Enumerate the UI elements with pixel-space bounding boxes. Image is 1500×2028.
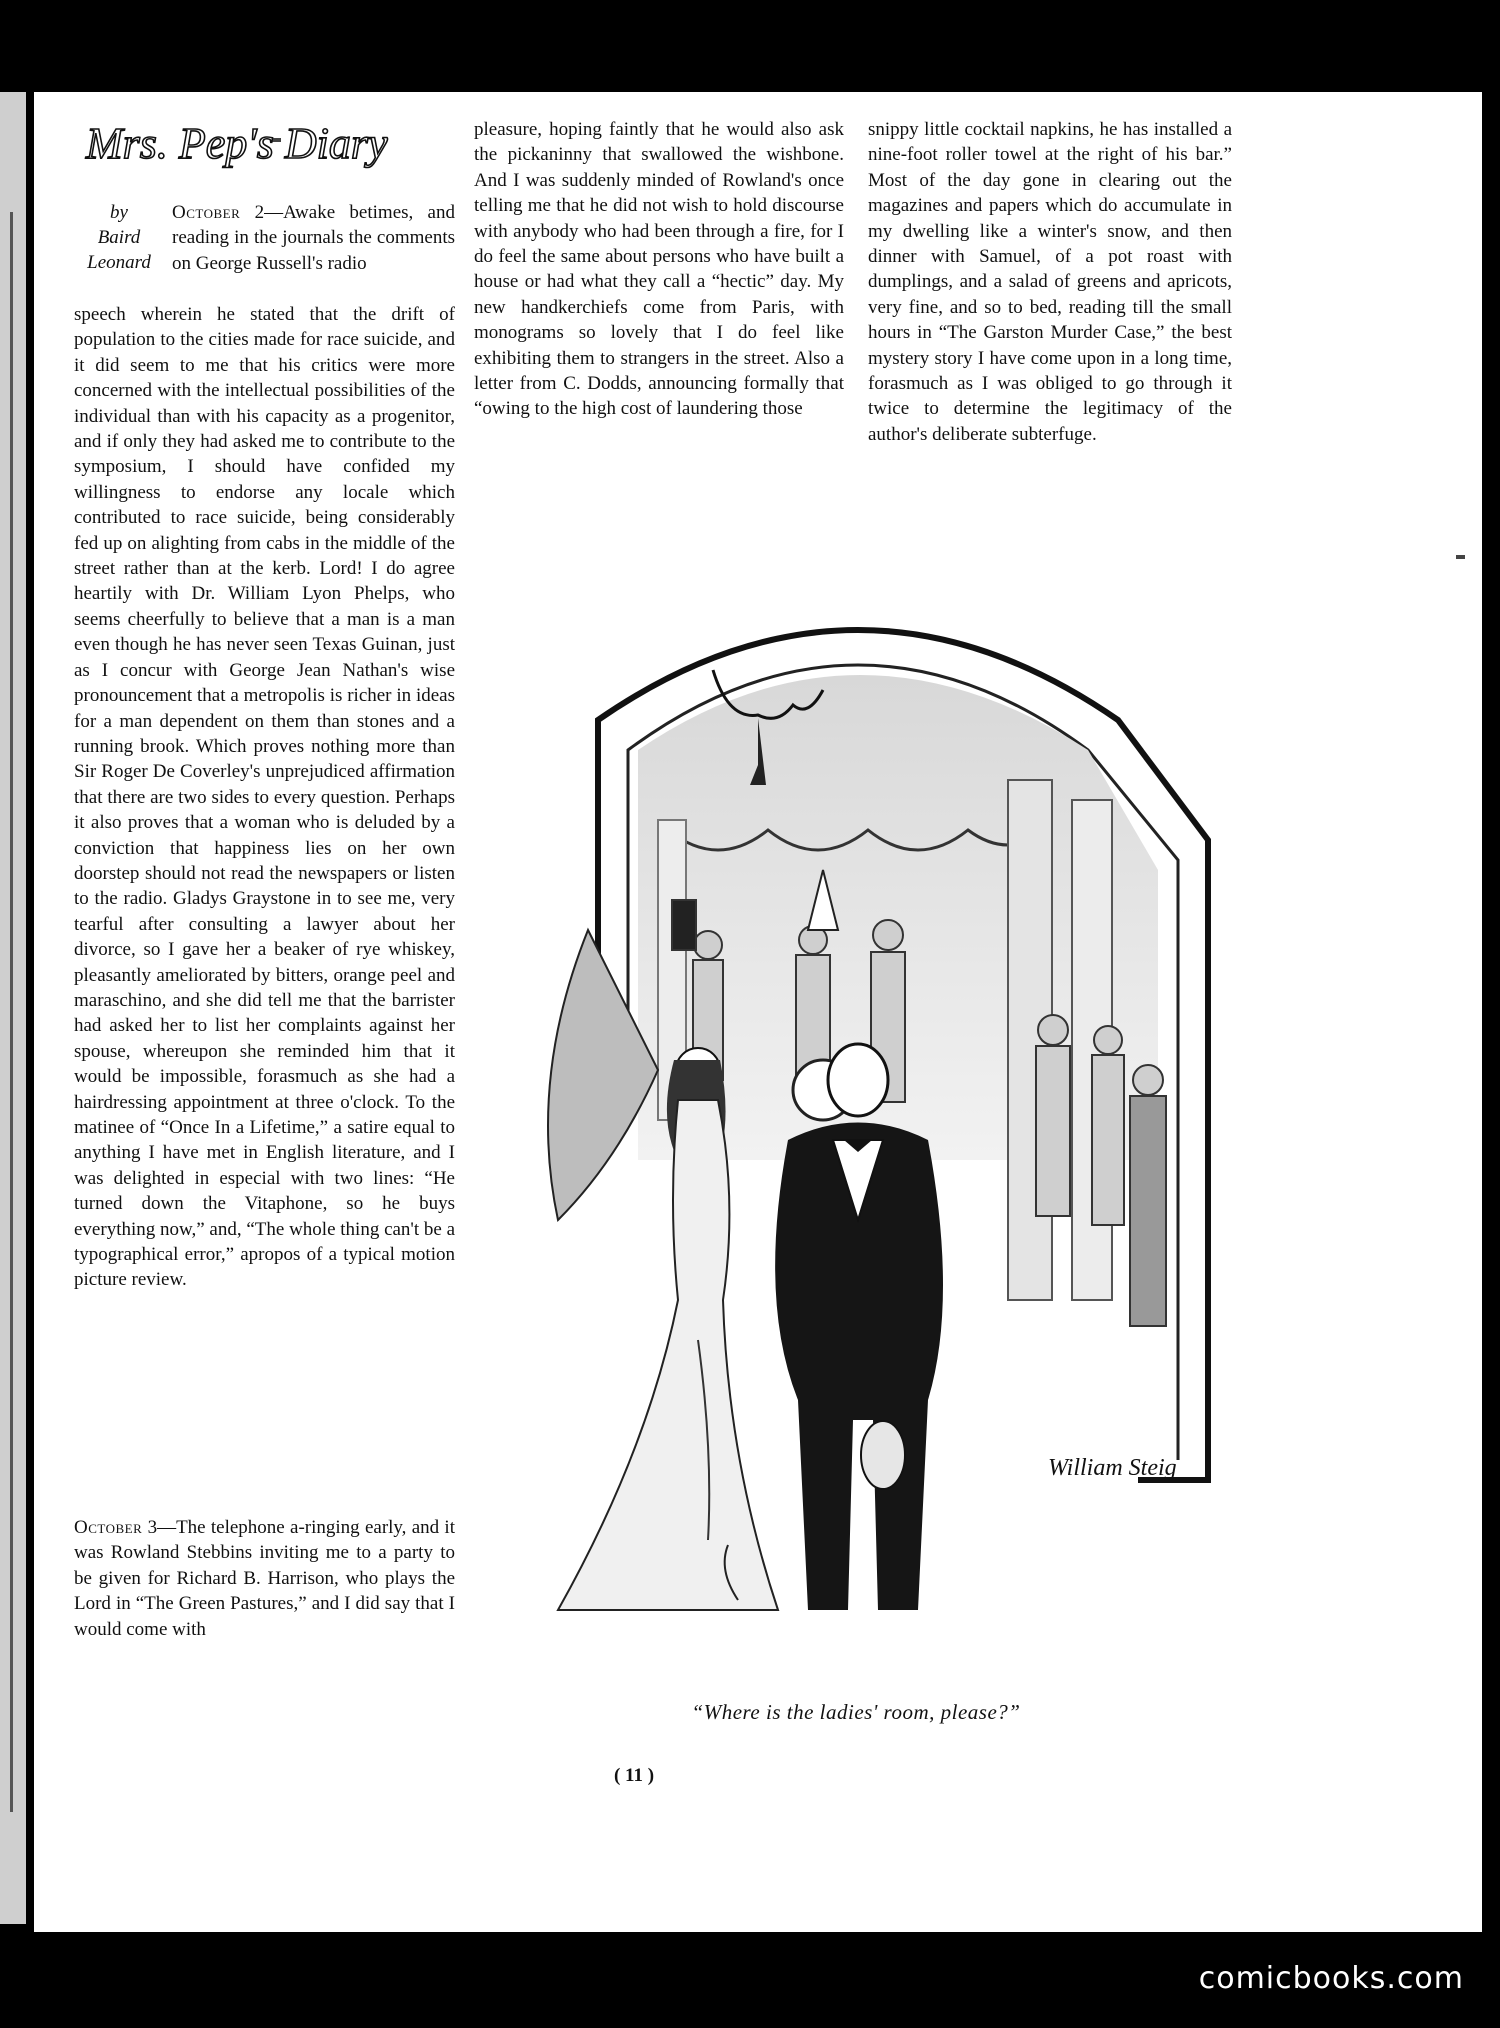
byline [74, 200, 164, 275]
column-2-body: pleasure, hoping faintly that he would also ask the pickaninny that swallowed the wishbone. And I was suddenly minded of Rowland's once telling me that he did not wish to hold discourse with anybody who had been through a fire, for I do feel the same about persons who have built a house or had what they call a “hectic” day. My new handkerchiefs come from Paris, with monograms so lovely that I do feel like exhibiting them to strangers in the street. Also a letter from C. Dodds, announcing formally that “owing to the high cost of laundering those [474, 119, 844, 420]
byline-author-first: Baird [97, 227, 141, 248]
dateline-october-2: October [172, 202, 241, 223]
adjacent-page-edge [0, 92, 26, 1924]
dateline-october-3: October [74, 1517, 143, 1538]
site-watermark: comicbooks.com [1198, 1961, 1464, 1996]
column-1-second-entry [74, 1515, 455, 1642]
lead-paragraph: 2—Awake betimes, and reading in the journals the comments on George Russell's radio [172, 202, 455, 274]
second-entry-body: 3—The telephone a-ringing early, and it was Rowland Stebbins inviting me to a party to be given for Richard B. Harrison, who plays the Lord in “The Green Pastures,” and I did say that I would come with [74, 1517, 455, 1640]
column-2 [474, 117, 844, 422]
column-1-lead [172, 200, 455, 276]
byline-by: by [110, 202, 128, 223]
page-number: ( 11 ) [613, 1765, 655, 1786]
column-1 [74, 302, 455, 1293]
article-title-text: Mrs. Pep's Diary [86, 119, 388, 168]
column-3 [868, 117, 1232, 447]
byline-author-last: Leonard [87, 252, 151, 273]
cartoon-caption: “Where is the ladies' room, please?” [691, 1700, 1021, 1724]
column-3-body: snippy little cocktail napkins, he has installed a nine-foot roller towel at the right of his bar.” Most of the day gone in clearing out the magazines and papers which do accumulate in my dwelling like a winter's snow, and then dinner with Samuel, of a pot roast with dumplings, and a salad of greens and apricots, very fine, and so to bed, reading till the small hours in “The Garston Murder Case,” the best mystery story I have come upon in a long time, forasmuch as I was obliged to go through it twice to determine the legitimacy of the author's deliberate subterfuge. [868, 119, 1232, 445]
column-1-body: speech wherein he stated that the drift of population to the cities made for race suicide, and it did seem to me that his critics were more concerned with the intellectual possibilities of the individual than with his capacity as a progenitor, and if only they had asked me to contribute to the symposium, I should have confided my willingness to endorse any locale which contributed to race suicide, being considerably fed up on alighting from cabs in the middle of the street rather than at the kerb. Lord! I do agree heartily with Dr. William Lyon Phelps, who seems cheerfully to believe that a man is a man even though he has never seen Texas Guinan, just as I concur with George Jean Nathan's wise pronouncement that a metropolis is richer in ideas for a man dependent on them than stones and a running brook. Which proves nothing more than Sir Roger De Coverley's unprejudiced affirmation that there are two sides to every question. Perhaps it also proves that a woman who is deluded by a conviction that happiness lies on her own doorstep should not read the newspapers or listen to the radio. Gladys Graystone in to see me, very tearful after consulting a lawyer about her divorce, so I gave her a beaker of rye whiskey, pleasantly ameliorated by bitters, orange peel and maraschino, and she did tell me that the barrister had asked her to list her complaints against her spouse, whereupon she reminded him that it would be impossible, forasmuch as she had a hairdressing appointment at three o'clock. To the matinee of “Once In a Lifetime,” a satire equal to anything I have met in English literature, and I was delighted in especial with two lines: “He turned down the Vitaphone, so he buys everything now,” and, “The whole thing can't be a typographical error,” apropos of a typical motion picture review. [74, 304, 456, 1291]
cartoon-drawing [488, 600, 1233, 1685]
artist-signature: William Steig [1048, 1455, 1177, 1481]
article-title [82, 108, 432, 178]
cartoon-illustration [488, 600, 1233, 1685]
scan-mark [1456, 555, 1465, 559]
